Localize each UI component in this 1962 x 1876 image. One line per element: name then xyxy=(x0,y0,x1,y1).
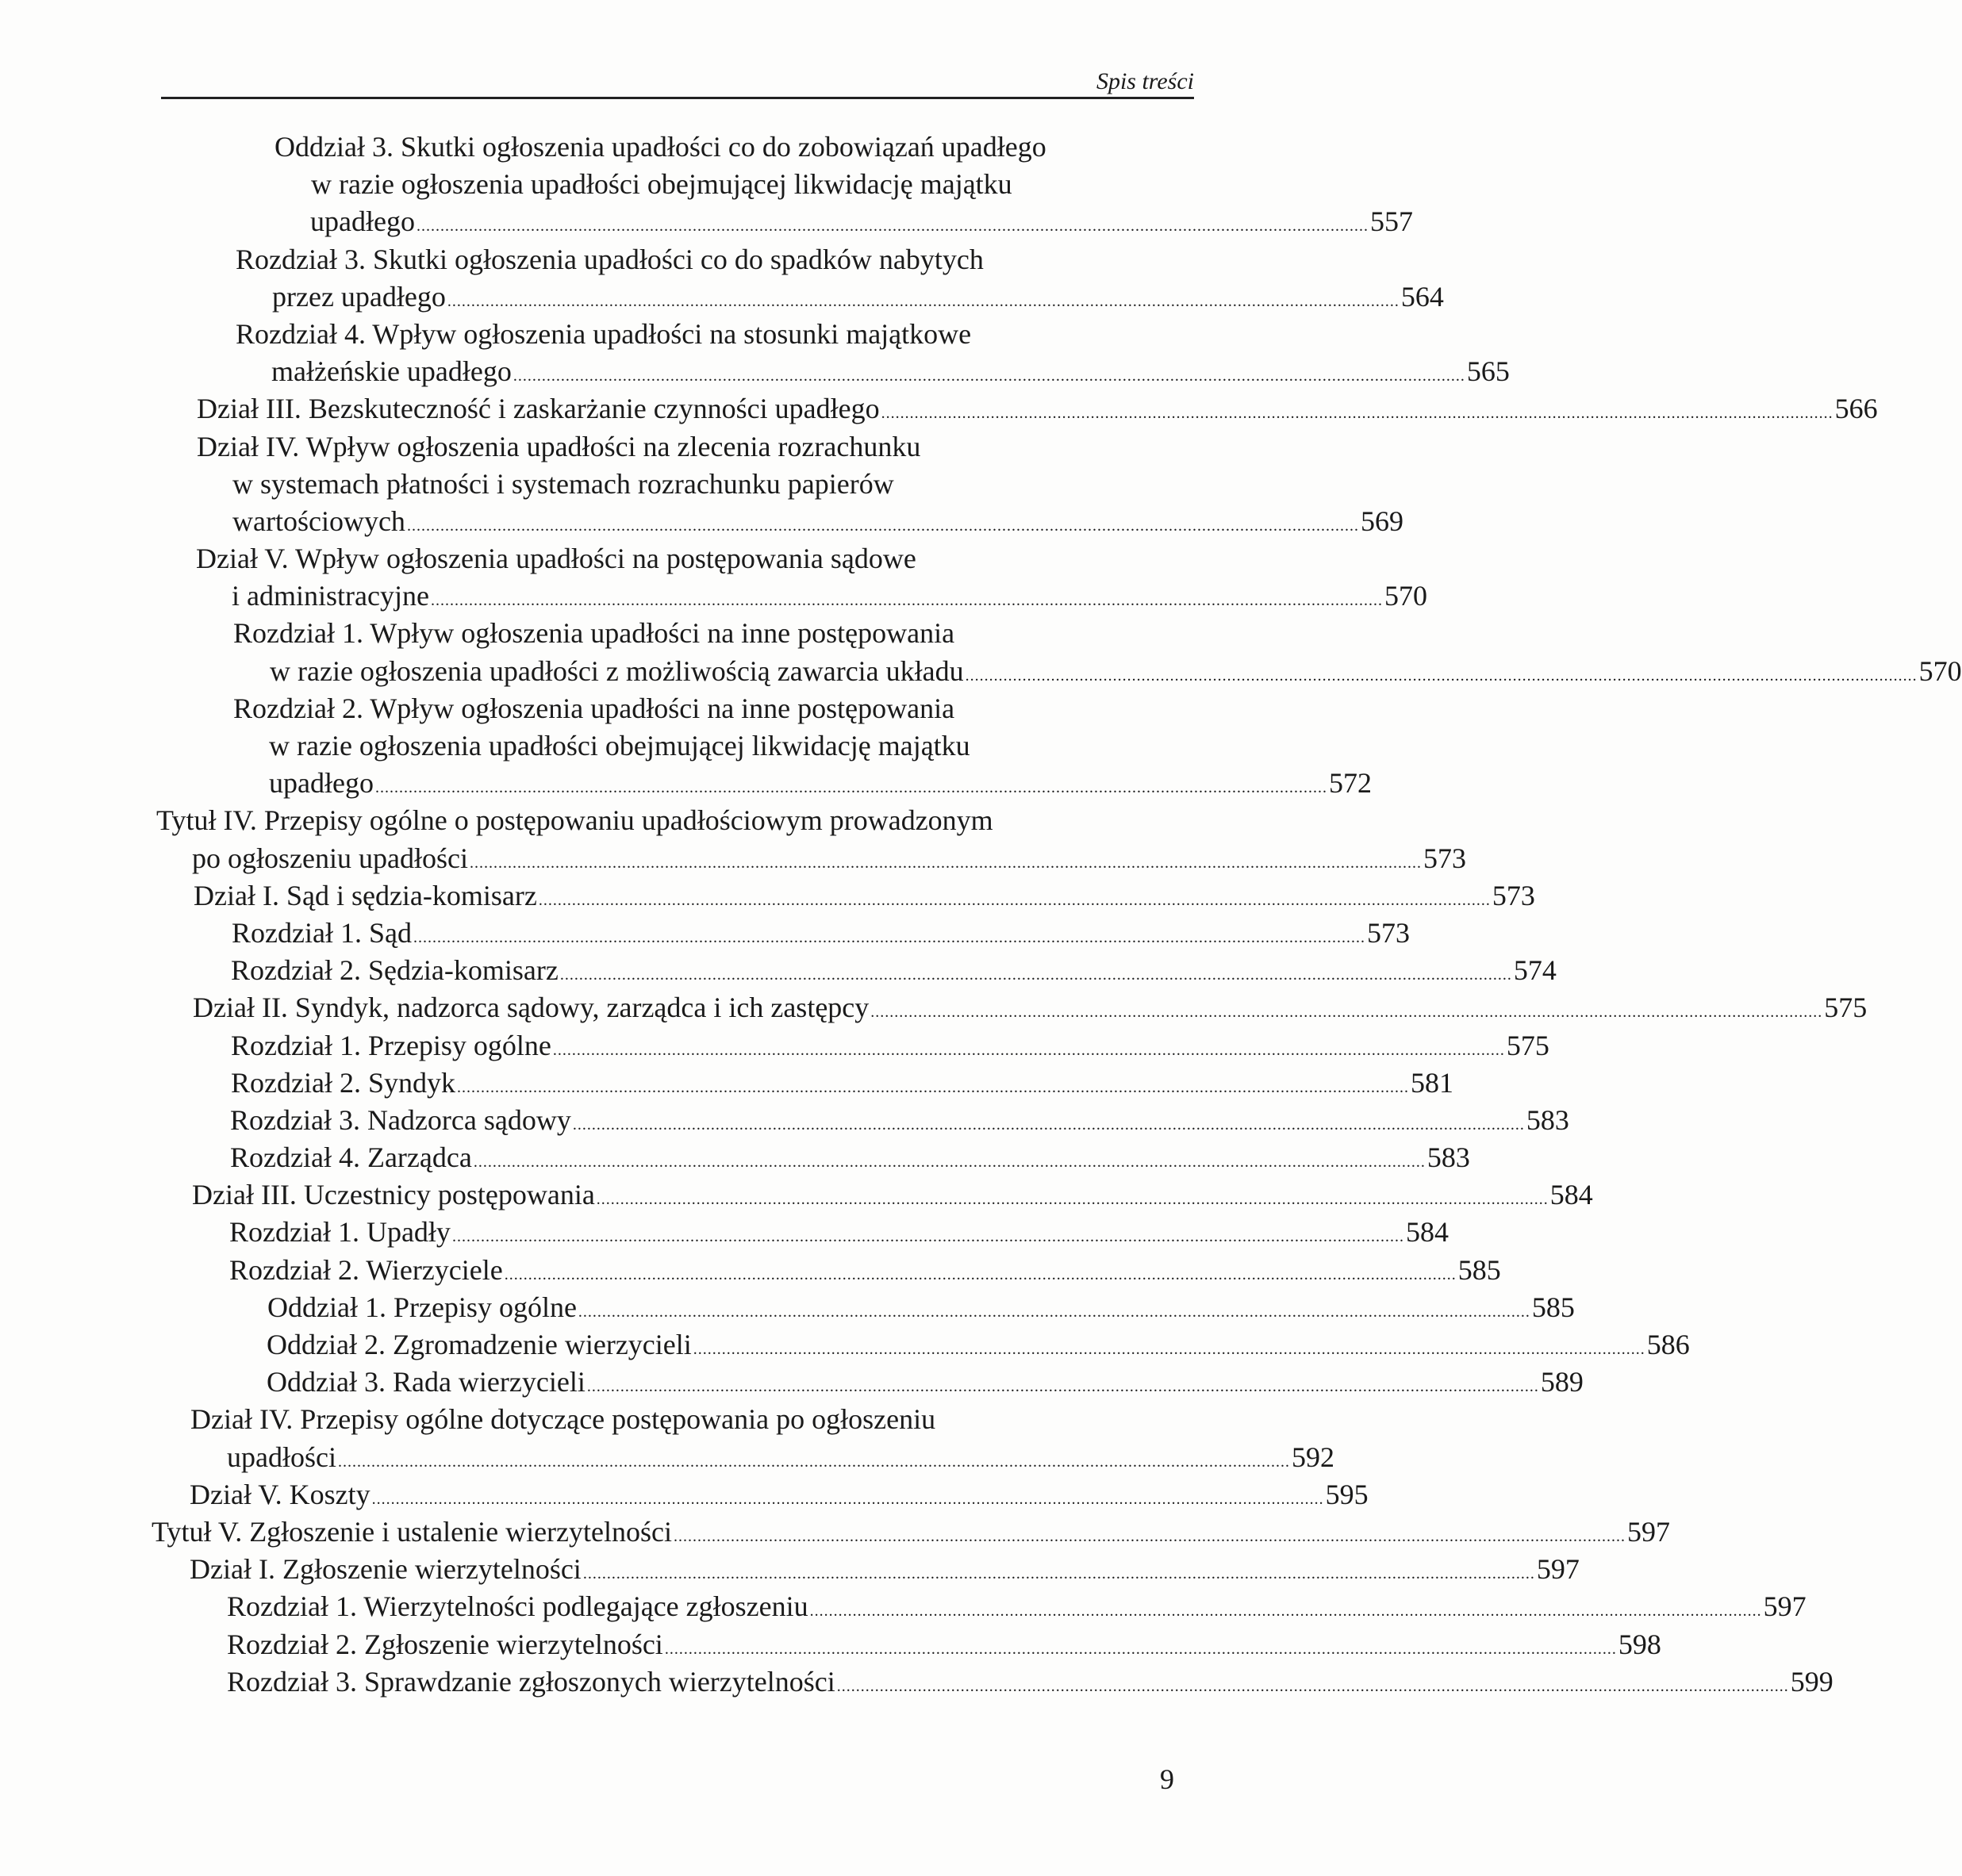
toc-entry xyxy=(0,915,1410,952)
toc-entry-text: Dział IV. Przepisy ogólne dotyczące postępowania po ogłoszeniu xyxy=(190,1403,936,1436)
toc-entry xyxy=(0,1401,1334,1475)
toc-entry-continuation xyxy=(310,203,1413,240)
toc-entry-title xyxy=(232,915,1410,952)
toc-entry-title xyxy=(227,1626,1661,1663)
toc-entry xyxy=(0,1626,1661,1663)
toc-entry-text: Rozdział 3. Sprawdzanie zgłoszonych wierzytelności xyxy=(227,1665,835,1698)
toc-page-number: 586 xyxy=(1646,1329,1690,1360)
toc-entry xyxy=(0,1476,1369,1513)
toc-entry xyxy=(0,1326,1690,1364)
toc-page-number: 598 xyxy=(1618,1628,1661,1660)
toc-entry-text: w razie ogłoszenia upadłości obejmującej likwidację majątku xyxy=(269,730,970,762)
toc-page-number: 575 xyxy=(1506,1029,1549,1061)
toc-entry xyxy=(0,241,1444,316)
toc-page-number: 581 xyxy=(1410,1066,1453,1099)
toc-entry-text: Tytuł IV. Przepisy ogólne o postępowaniu upadłościowym prowadzonym xyxy=(156,804,993,837)
toc-entry-continuation xyxy=(271,353,1510,390)
toc-entry-title xyxy=(267,1289,1575,1326)
toc-entry-text: Dział V. Wpływ ogłoszenia upadłości na postępowania sądowe xyxy=(196,543,916,575)
toc-entry-continuation xyxy=(192,840,1466,877)
dot-leader: ........................................................................................................................................................................................................ xyxy=(559,966,1512,984)
toc-entry xyxy=(0,802,1466,877)
toc-page-number: 564 xyxy=(1400,280,1444,313)
toc-entry-title xyxy=(156,802,1185,839)
dot-leader: ........................................................................................................................................................................................................ xyxy=(406,516,1359,535)
dot-leader: ........................................................................................................................................................................................................ xyxy=(413,928,1365,946)
toc-page-number: 569 xyxy=(1360,504,1403,537)
toc-page-number: 584 xyxy=(1549,1179,1593,1211)
toc-page-number: 570 xyxy=(1384,580,1427,612)
dot-leader: ........................................................................................................................................................................................................ xyxy=(456,1078,1409,1096)
toc-entry-text: Dział III. Bezskuteczność i zaskarżanie czynności upadłego xyxy=(197,393,880,425)
toc-entry xyxy=(0,540,1427,615)
toc-page-number: 597 xyxy=(1627,1515,1670,1548)
toc-entry-text: Rozdział 1. Przepisy ogólne xyxy=(231,1029,551,1061)
toc-entry-title xyxy=(267,1364,1584,1401)
toc-entry-text: Rozdział 1. Wpływ ogłoszenia upadłości na inne postępowania xyxy=(233,617,955,650)
toc-entry-text: w razie ogłoszenia upadłości obejmującej likwidację majątku xyxy=(311,168,1012,201)
dot-leader: ........................................................................................................................................................................................................ xyxy=(538,891,1491,909)
toc-page-number: 565 xyxy=(1466,355,1510,388)
toc-page-number: 597 xyxy=(1763,1590,1806,1623)
toc-entry-text: upadłego xyxy=(310,205,415,238)
toc-entry xyxy=(0,129,1413,241)
toc-entry xyxy=(0,1027,1549,1065)
toc-entry-text: Rozdział 4. Wpływ ogłoszenia upadłości na stosunki majątkowe xyxy=(236,317,972,350)
toc-entry-title xyxy=(192,1176,1593,1214)
toc-entry xyxy=(0,1176,1593,1214)
toc-entry-title xyxy=(233,690,1186,727)
toc-entry-text: Oddział 3. Rada wierzycieli xyxy=(267,1366,586,1398)
toc-entry-continuation xyxy=(272,278,1444,316)
toc-entry-text: wartościowych xyxy=(232,504,405,537)
toc-entry-title xyxy=(194,877,1535,915)
toc-entry-continuation xyxy=(232,466,1188,503)
toc-page-number: 570 xyxy=(1918,654,1962,687)
toc-entry xyxy=(0,1065,1453,1102)
toc-entry-title xyxy=(227,1588,1806,1625)
toc-page-number: 584 xyxy=(1405,1216,1449,1249)
toc-page-number: 575 xyxy=(1824,992,1868,1024)
toc-entry xyxy=(0,1289,1575,1326)
toc-entry-title xyxy=(190,1476,1369,1513)
toc-entry-continuation xyxy=(232,577,1427,615)
toc-entry-text: upadłości xyxy=(227,1441,336,1473)
dot-leader: ........................................................................................................................................................................................................ xyxy=(596,1191,1549,1209)
header-rule xyxy=(161,97,1194,99)
toc-page-number: 573 xyxy=(1492,879,1535,911)
toc-entry xyxy=(0,615,1962,689)
dot-leader: ........................................................................................................................................................................................................ xyxy=(337,1452,1290,1471)
dot-leader: ........................................................................................................................................................................................................ xyxy=(513,367,1465,386)
dot-leader: ........................................................................................................................................................................................................ xyxy=(371,1490,1324,1508)
toc-entry xyxy=(0,428,1403,541)
toc-entry-text: w razie ogłoszenia upadłości z możliwością zawarcia układu xyxy=(270,654,964,687)
toc-entry xyxy=(0,316,1510,390)
toc-page-number: 597 xyxy=(1536,1553,1580,1586)
toc-entry xyxy=(0,1214,1449,1251)
dot-leader: ........................................................................................................................................................................................................ xyxy=(809,1602,1762,1621)
toc-entry-text: i administracyjne xyxy=(232,580,429,612)
toc-entry-title xyxy=(275,129,1190,166)
toc-entry-title xyxy=(230,1139,1470,1176)
dot-leader: ........................................................................................................................................................................................................ xyxy=(469,854,1422,872)
toc-entry-title xyxy=(197,390,1878,428)
toc-entry-text: Dział I. Zgłoszenie wierzytelności xyxy=(190,1553,582,1586)
toc-entry xyxy=(0,1102,1569,1139)
toc-entry-text: Rozdział 3. Skutki ogłoszenia upadłości co do spadków nabytych xyxy=(236,243,984,275)
dot-leader: ........................................................................................................................................................................................................ xyxy=(451,1228,1404,1246)
toc-entry-text: Rozdział 1. Sąd xyxy=(232,916,412,949)
toc-entry-title xyxy=(236,241,1189,278)
toc-entry-continuation xyxy=(232,503,1403,540)
toc-entry-title xyxy=(229,1252,1501,1289)
toc-entry-text: Rozdział 1. Wierzytelności podlegające zgłoszeniu xyxy=(227,1590,808,1623)
toc-entry-title xyxy=(197,428,1188,466)
toc-entry xyxy=(0,1139,1470,1176)
toc-entry-text: Dział IV. Wpływ ogłoszenia upadłości na zlecenia rozrachunku xyxy=(197,430,921,462)
toc-entry-title xyxy=(231,952,1557,989)
dot-leader: ........................................................................................................................................................................................................ xyxy=(504,1265,1457,1283)
toc-entry-title xyxy=(229,1214,1449,1251)
dot-leader: ........................................................................................................................................................................................................ xyxy=(965,666,1918,685)
toc-entry xyxy=(0,989,1868,1026)
toc-entry-title xyxy=(230,1102,1569,1139)
dot-leader: ........................................................................................................................................................................................................ xyxy=(473,1153,1426,1172)
toc-page-number: 585 xyxy=(1531,1291,1575,1323)
toc-entry-text: Rozdział 2. Wierzyciele xyxy=(229,1253,503,1286)
dot-leader: ........................................................................................................................................................................................................ xyxy=(552,1041,1505,1059)
toc-page-number: 583 xyxy=(1426,1141,1470,1174)
toc-entry-text: małżeńskie upadłego xyxy=(271,355,512,388)
toc-entry-text: Rozdział 2. Syndyk xyxy=(231,1066,455,1099)
toc-entry-continuation xyxy=(227,1439,1334,1476)
toc-entry-text: Rozdział 2. Sędzia-komisarz xyxy=(231,954,559,987)
dot-leader: ........................................................................................................................................................................................................ xyxy=(836,1677,1789,1695)
toc-entry-text: przez upadłego xyxy=(272,280,446,313)
toc-entry xyxy=(0,690,1372,803)
page-number: 9 xyxy=(1160,1763,1174,1795)
toc-page-number: 595 xyxy=(1325,1478,1369,1510)
dot-leader: ........................................................................................................................................................................................................ xyxy=(430,592,1383,610)
dot-leader: ........................................................................................................................................................................................................ xyxy=(416,217,1369,236)
toc-entry-title xyxy=(152,1513,1670,1551)
toc-entry-text: Rozdział 4. Zarządca xyxy=(230,1141,472,1174)
toc-entry-continuation xyxy=(269,727,1185,765)
toc-entry-text: Tytuł V. Zgłoszenie i ustalenie wierzytelności xyxy=(152,1515,672,1548)
toc-entry-text: Rozdział 2. Zgłoszenie wierzytelności xyxy=(227,1628,663,1660)
dot-leader: ........................................................................................................................................................................................................ xyxy=(578,1302,1530,1321)
dot-leader: ........................................................................................................................................................................................................ xyxy=(374,779,1327,797)
dot-leader: ........................................................................................................................................................................................................ xyxy=(674,1527,1626,1545)
toc-entry-title xyxy=(267,1326,1690,1364)
toc-entry xyxy=(0,952,1557,989)
toc-page-number: 583 xyxy=(1526,1103,1569,1136)
dot-leader: ........................................................................................................................................................................................................ xyxy=(572,1115,1525,1134)
toc-entry-text: Oddział 1. Przepisy ogólne xyxy=(267,1291,577,1323)
toc-page-number: 573 xyxy=(1366,916,1410,949)
toc-entry-text: Dział I. Sąd i sędzia-komisarz xyxy=(194,879,537,911)
toc-entry xyxy=(0,877,1535,915)
toc-entry xyxy=(0,1663,1833,1701)
toc-entry-text: Rozdział 1. Upadły xyxy=(229,1216,451,1249)
toc-entry-continuation xyxy=(270,653,1962,690)
toc-page-number: 592 xyxy=(1291,1441,1334,1473)
dot-leader: ........................................................................................................................................................................................................ xyxy=(870,1003,1823,1022)
dot-leader: ........................................................................................................................................................................................................ xyxy=(447,292,1400,310)
toc-entry-title xyxy=(190,1401,1181,1438)
toc-page-number: 572 xyxy=(1328,767,1372,800)
toc-entry-title xyxy=(196,540,1187,577)
toc-entry-text: Dział V. Koszty xyxy=(190,1478,371,1510)
toc-page-number: 599 xyxy=(1790,1665,1833,1698)
dot-leader: ........................................................................................................................................................................................................ xyxy=(582,1565,1535,1583)
toc-entry-title xyxy=(231,1027,1549,1065)
toc-entry-text: Rozdział 2. Wpływ ogłoszenia upadłości na inne postępowania xyxy=(233,692,955,724)
toc-entry xyxy=(0,1551,1580,1588)
running-header-title: Spis treści xyxy=(1096,68,1194,94)
toc-entry-title xyxy=(227,1663,1833,1701)
toc-entry xyxy=(0,1252,1501,1289)
toc-entry-text: Rozdział 3. Nadzorca sądowy xyxy=(230,1103,571,1136)
toc-entry-text: w systemach płatności i systemach rozrachunku papierów xyxy=(232,467,894,500)
toc-entry xyxy=(0,1513,1670,1551)
toc-entry-text: Oddział 2. Zgromadzenie wierzycieli xyxy=(267,1329,692,1360)
toc-page-number: 557 xyxy=(1369,205,1413,238)
toc-entry-title xyxy=(233,615,1186,652)
toc-entry-title xyxy=(231,1065,1453,1102)
toc-entry-text: upadłego xyxy=(269,767,374,800)
toc-entry-continuation xyxy=(269,765,1372,802)
dot-leader: ........................................................................................................................................................................................................ xyxy=(881,405,1833,423)
dot-leader: ........................................................................................................................................................................................................ xyxy=(693,1341,1645,1358)
toc-entry-title xyxy=(236,316,1188,353)
toc-entry xyxy=(0,390,1878,428)
table-of-contents xyxy=(0,129,1962,1701)
toc-page-number: 573 xyxy=(1423,842,1466,874)
dot-leader: ........................................................................................................................................................................................................ xyxy=(664,1640,1617,1658)
toc-page-number: 589 xyxy=(1540,1366,1584,1398)
toc-entry-text: Oddział 3. Skutki ogłoszenia upadłości co do zobowiązań upadłego xyxy=(275,131,1046,163)
toc-page-number: 574 xyxy=(1513,954,1557,987)
toc-entry xyxy=(0,1588,1806,1625)
toc-page-number: 566 xyxy=(1834,393,1878,425)
toc-page-number: 585 xyxy=(1457,1253,1501,1286)
toc-entry-text: po ogłoszeniu upadłości xyxy=(192,842,468,874)
dot-leader: ........................................................................................................................................................................................................ xyxy=(586,1378,1539,1396)
toc-entry-title xyxy=(193,989,1868,1026)
toc-entry-text: Dział III. Uczestnicy postępowania xyxy=(192,1179,595,1211)
toc-entry-title xyxy=(190,1551,1580,1588)
toc-entry-continuation xyxy=(311,166,1190,203)
toc-entry xyxy=(0,1364,1584,1401)
toc-entry-text: Dział II. Syndyk, nadzorca sądowy, zarządca i ich zastępcy xyxy=(193,992,870,1024)
